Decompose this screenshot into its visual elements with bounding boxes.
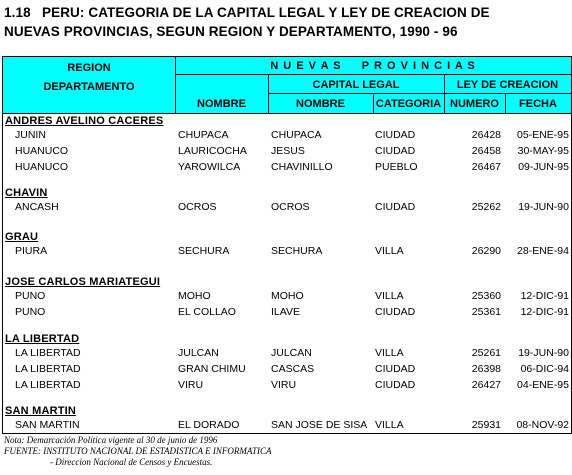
cell-departamento: LA LIBERTAD bbox=[15, 363, 81, 375]
table-row bbox=[3, 347, 571, 361]
table-number: 1.18 bbox=[4, 5, 31, 20]
cell-categoria: CIUDAD bbox=[375, 363, 416, 375]
region-heading: CHAVIN bbox=[5, 187, 48, 199]
cell-capital: CHUPACA bbox=[271, 129, 322, 141]
cell-fecha: 30-MAY-95 bbox=[517, 145, 569, 157]
cell-nombre: GRAN CHIMU bbox=[178, 363, 246, 375]
cell-capital: VIRU bbox=[271, 379, 297, 391]
cell-departamento: PUNO bbox=[15, 290, 46, 302]
cell-numero: 26458 bbox=[471, 145, 501, 157]
cell-fecha: 28-ENE-94 bbox=[517, 245, 569, 257]
table-row bbox=[3, 290, 571, 304]
header-divider bbox=[175, 74, 571, 75]
cell-nombre: CHUPACA bbox=[178, 129, 229, 141]
region-heading: LA LIBERTAD bbox=[5, 333, 80, 345]
cell-departamento: JUNIN bbox=[15, 129, 46, 141]
cell-capital: OCROS bbox=[271, 201, 310, 213]
cell-nombre: OCROS bbox=[178, 201, 217, 213]
cell-departamento: SAN MARTIN bbox=[15, 419, 80, 431]
cell-capital: SECHURA bbox=[271, 245, 323, 257]
table-row bbox=[3, 129, 571, 143]
table-row bbox=[3, 161, 571, 175]
cell-numero: 26428 bbox=[471, 129, 501, 141]
cell-numero: 26398 bbox=[471, 363, 501, 375]
cell-fecha: 04-ENE-95 bbox=[517, 379, 569, 391]
table-header bbox=[3, 57, 571, 113]
header-ley-de-creacion: LEY DE CREACION bbox=[456, 79, 559, 91]
region-heading: ANDRES AVELINO CACERES bbox=[5, 115, 164, 127]
cell-numero: 26427 bbox=[471, 379, 501, 391]
table-row bbox=[3, 379, 571, 393]
cell-categoria: VILLA bbox=[375, 290, 404, 302]
table-row bbox=[3, 145, 571, 159]
cell-nombre: YAROWILCA bbox=[178, 161, 241, 173]
cell-categoria: PUEBLO bbox=[375, 161, 418, 173]
cell-numero: 25931 bbox=[471, 419, 501, 431]
header-divider bbox=[268, 93, 571, 94]
header-fecha: FECHA bbox=[519, 98, 557, 110]
title-line-2: NUEVAS PROVINCIAS, SEGUN REGION Y DEPARTAMENTO, 1990 - 96 bbox=[4, 24, 458, 39]
cell-categoria: CIUDAD bbox=[375, 129, 416, 141]
cell-categoria: CIUDAD bbox=[375, 306, 416, 318]
cell-numero: 26290 bbox=[471, 245, 501, 257]
cell-capital: SAN JOSE DE SISA bbox=[271, 419, 368, 431]
header-numero: NUMERO bbox=[450, 98, 499, 110]
header-bottom-border bbox=[3, 113, 571, 114]
header-capital-legal: CAPITAL LEGAL bbox=[312, 79, 400, 91]
source-text: FUENTE: INSTITUTO NACIONAL DE ESTADISTICA E INFORMATICA bbox=[4, 446, 272, 456]
cell-capital: MOHO bbox=[271, 290, 304, 302]
header-categoria: CATEGORIA bbox=[375, 98, 442, 110]
cell-nombre: SECHURA bbox=[178, 245, 230, 257]
cell-numero: 25361 bbox=[471, 306, 501, 318]
cell-fecha: 06-DIC-94 bbox=[520, 363, 569, 375]
cell-numero: 25262 bbox=[471, 201, 501, 213]
table-row bbox=[3, 363, 571, 377]
cell-capital: CASCAS bbox=[271, 363, 315, 375]
cell-categoria: VILLA bbox=[375, 245, 404, 257]
cell-nombre: EL COLLAO bbox=[178, 306, 236, 318]
header-nombre: NOMBRE bbox=[197, 98, 246, 110]
data-table bbox=[2, 56, 572, 434]
cell-numero: 25360 bbox=[471, 290, 501, 302]
cell-departamento: LA LIBERTAD bbox=[15, 379, 81, 391]
region-heading: SAN MARTIN bbox=[5, 405, 77, 417]
cell-fecha: 12-DIC-91 bbox=[520, 290, 569, 302]
region-heading: GRAU bbox=[5, 231, 39, 243]
cell-categoria: VILLA bbox=[375, 347, 404, 359]
cell-nombre: VIRU bbox=[178, 379, 204, 391]
cell-nombre: LAURICOCHA bbox=[178, 145, 247, 157]
cell-fecha: 09-JUN-95 bbox=[518, 161, 569, 173]
cell-departamento: ANCASH bbox=[15, 201, 59, 213]
cell-categoria: CIUDAD bbox=[375, 201, 416, 213]
cell-capital: JULCAN bbox=[271, 347, 312, 359]
cell-departamento: HUANUCO bbox=[15, 161, 69, 173]
cell-fecha: 19-JUN-90 bbox=[518, 201, 569, 213]
header-departamento: DEPARTAMENTO bbox=[43, 81, 135, 93]
cell-fecha: 08-NOV-92 bbox=[516, 419, 569, 431]
cell-capital: CHAVINILLO bbox=[271, 161, 333, 173]
cell-nombre: MOHO bbox=[178, 290, 211, 302]
cell-categoria: CIUDAD bbox=[375, 379, 416, 391]
header-capital-nombre: NOMBRE bbox=[296, 98, 345, 110]
cell-departamento: LA LIBERTAD bbox=[15, 347, 81, 359]
cell-categoria: VILLA bbox=[375, 419, 404, 431]
source-direction-text: - Direccion Nacional de Censos y Encuestas. bbox=[50, 457, 213, 467]
cell-fecha: 05-ENE-95 bbox=[517, 129, 569, 141]
title-line-1: PERU: CATEGORIA DE LA CAPITAL LEGAL Y LEY DE CREACION DE bbox=[42, 5, 490, 20]
cell-nombre: EL DORADO bbox=[178, 419, 240, 431]
cell-departamento: PIURA bbox=[15, 245, 48, 257]
table-title bbox=[4, 3, 490, 41]
table-row bbox=[3, 245, 571, 259]
cell-fecha: 12-DIC-91 bbox=[520, 306, 569, 318]
table-row bbox=[3, 419, 571, 433]
cell-numero: 26467 bbox=[471, 161, 501, 173]
header-region: REGION bbox=[67, 62, 111, 74]
cell-nombre: JULCAN bbox=[178, 347, 219, 359]
region-heading: JOSE CARLOS MARIATEGUI bbox=[5, 276, 161, 288]
header-nuevas-provincias: N U E V A S P R O V I N C I A S bbox=[270, 60, 476, 72]
cell-departamento: HUANUCO bbox=[15, 145, 69, 157]
cell-departamento: PUNO bbox=[15, 306, 46, 318]
cell-categoria: CIUDAD bbox=[375, 145, 416, 157]
table-notes bbox=[4, 435, 272, 468]
cell-fecha: 19-JUN-90 bbox=[518, 347, 569, 359]
cell-capital: ILAVE bbox=[271, 306, 300, 318]
table-row bbox=[3, 306, 571, 320]
cell-numero: 25261 bbox=[471, 347, 501, 359]
table-row bbox=[3, 201, 571, 215]
note-text: Nota: Demarcación Política vigente al 30 de junio de 1996 bbox=[4, 435, 218, 445]
cell-capital: JESUS bbox=[271, 145, 305, 157]
